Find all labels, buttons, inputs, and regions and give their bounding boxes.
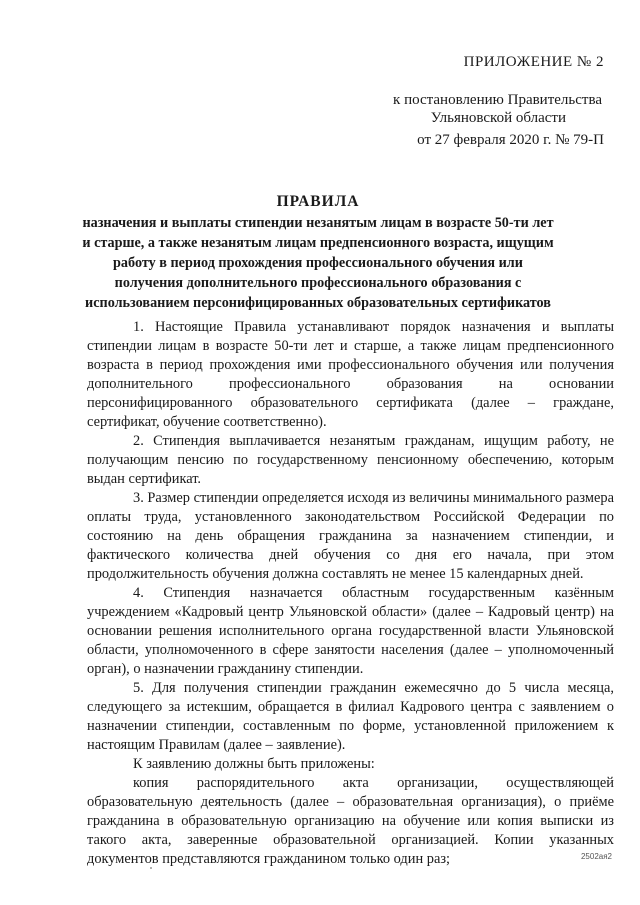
document-title-block bbox=[78, 192, 558, 313]
scan-dot-mark bbox=[150, 867, 152, 869]
paragraph-1: 1. Настоящие Правила устанавливают порядок назначения и выплаты стипендии лицам в возрасте 50-ти лет и старше, а также лицам предпенсионного возраста в период прохождения ими профессионального обучения или получения дополнительного профессионального образования на основании персонифицированного образовательного сертификата (далее – граждане, сертификат, обучение соответственно). bbox=[87, 319, 614, 430]
decree-reference-line2: Ульяновской области bbox=[430, 110, 566, 126]
appendix-number: ПРИЛОЖЕНИЕ № 2 bbox=[463, 54, 604, 70]
decree-date: от 27 февраля 2020 г. № 79-П bbox=[417, 132, 604, 148]
paragraph-3: 3. Размер стипендии определяется исходя из величины минимального размера оплаты труда, установленного законодательством Российской Федерации по состоянию на день обращения гражданина за назначением стипендии, и фактического количества дней обучения со дня его начала, при этом продолжительность обучения должна составлять не менее 15 календарных дней. bbox=[87, 490, 614, 582]
paragraph-attachments-intro: К заявлению должны быть приложены: bbox=[133, 756, 375, 772]
paragraph-2: 2. Стипендия выплачивается незанятым гражданам, ищущим работу, не получающим пенсию по государственному пенсионному обеспечению, которым выдан сертификат. bbox=[87, 433, 614, 487]
paragraph-attachment-copy: копия распорядительного акта организации, осуществляющей образовательную деятельность (далее – образовательная организация), о приёме гражданина в образовательную организацию на обучение или копия выписки из такого акта, заверенные образовательной организацией. Копии указанных документов представляются гражданином только один раз; bbox=[87, 775, 614, 867]
document-body bbox=[87, 318, 614, 869]
decree-reference-line1: к постановлению Правительства bbox=[393, 92, 602, 108]
page-code: 2502ая2 bbox=[580, 852, 612, 861]
document-title: ПРАВИЛА bbox=[276, 193, 360, 210]
document-subtitle: назначения и выплаты стипендии незанятым лицам в возрасте 50-ти лет и старше, а также незанятым лицам предпенсионного возраста, ищущим работу в период прохождения профессионального обучения или получения дополнительного профессионального образования с использованием персонифицированных образовательных сертификатов bbox=[82, 215, 554, 311]
paragraph-4: 4. Стипендия назначается областным государственным казённым учреждением «Кадровый центр Ульяновской области» (далее – Кадровый центр) на основании решения исполнительного органа государственной власти Ульяновской области, уполномоченного в сфере занятости населения (далее – уполномоченный орган), о назначении гражданину стипендии. bbox=[87, 585, 614, 677]
paragraph-5: 5. Для получения стипендии гражданин ежемесячно до 5 числа месяца, следующего за истекшим, обращается в филиал Кадрового центра с заявлением о назначении стипендии, составленным по форме, установленной приложением к настоящим Правилам (далее – заявление). bbox=[87, 680, 614, 753]
